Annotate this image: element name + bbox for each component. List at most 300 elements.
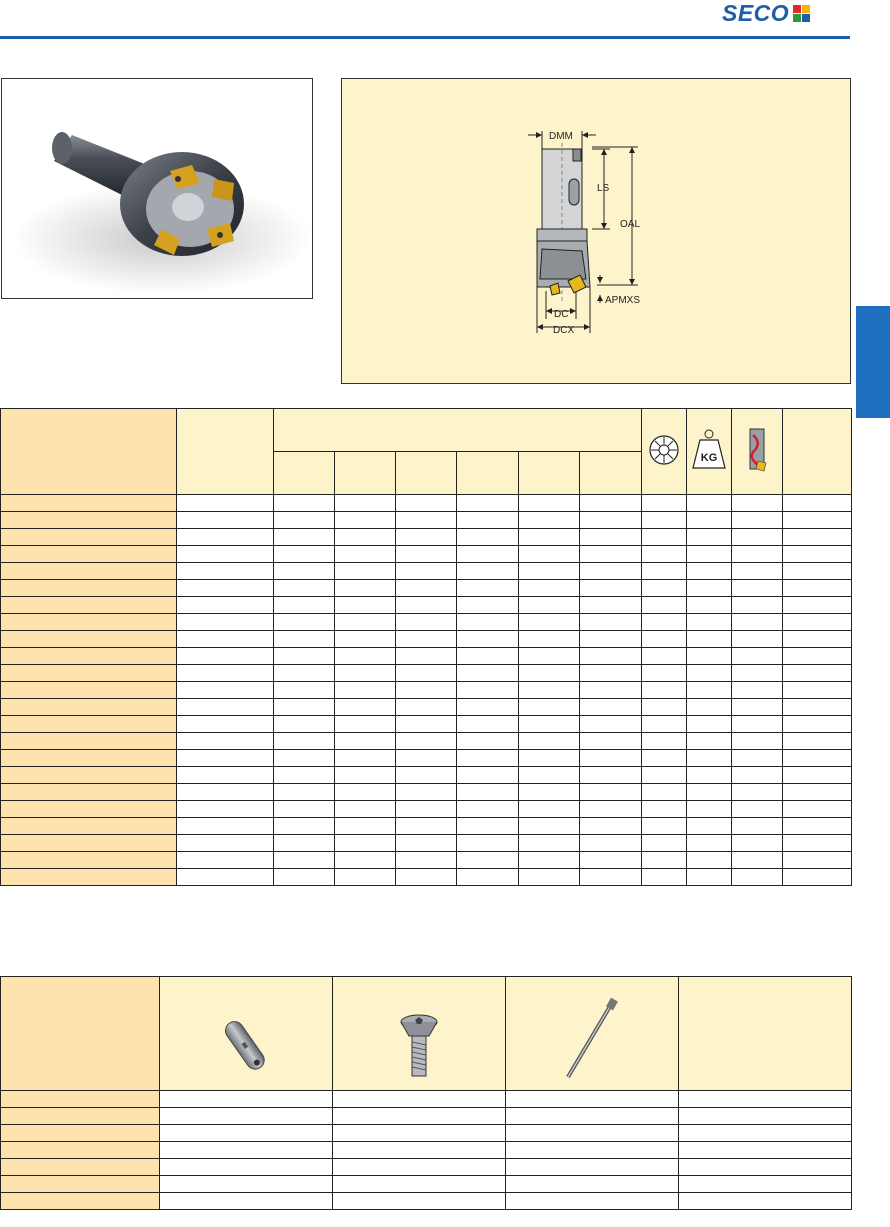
table-cell [506,1142,679,1159]
table-row [1,733,852,750]
table-cell [396,546,457,563]
table-cell [396,512,457,529]
weight-kg-label: KG [700,452,718,464]
table-row [1,563,852,580]
row-designation-cell [1,733,177,750]
label-dmm: DMM [549,131,573,142]
table-cell [580,733,642,750]
table-cell [580,801,642,818]
table-cell [177,750,274,767]
table-cell [687,495,732,512]
label-oal: OAL [620,219,641,230]
table-cell [580,648,642,665]
table-cell [396,818,457,835]
table-cell [687,631,732,648]
table-cell [519,597,580,614]
table-cell [687,801,732,818]
table-cell [783,614,852,631]
table-cell [396,767,457,784]
table-cell [457,750,519,767]
table-row [1,767,852,784]
table-cell [160,1176,333,1193]
table-cell [519,682,580,699]
table-cell [732,716,783,733]
table-cell [396,648,457,665]
table-cell [783,580,852,597]
table-cell [519,869,580,886]
table-cell [783,546,852,563]
row-designation-cell [1,512,177,529]
table-cell [457,801,519,818]
table-cell [679,1159,852,1176]
table-row [1,1193,852,1210]
table-row [1,801,852,818]
table-cell [783,750,852,767]
coolant-icon [744,427,770,473]
table-cell [732,835,783,852]
table-cell [274,682,335,699]
table-cell [642,580,687,597]
label-apmxs: APMXS [605,295,641,306]
table-cell [732,869,783,886]
table-cell [679,1108,852,1125]
table-cell [687,614,732,631]
table-cell [783,563,852,580]
row-designation-cell [1,495,177,512]
table-cell [274,767,335,784]
table-cell [335,580,396,597]
table-cell [177,563,274,580]
section-side-tab[interactable] [856,306,890,418]
table-cell [396,597,457,614]
header-pockets [642,409,687,495]
table-cell [580,716,642,733]
table-cell [177,852,274,869]
table-cell [160,1091,333,1108]
row-designation-cell [1,1176,160,1193]
table-cell [580,682,642,699]
table-cell [506,1108,679,1125]
table-cell [687,665,732,682]
table-cell [679,1125,852,1142]
table-cell [732,682,783,699]
table-cell [457,682,519,699]
table-cell [687,580,732,597]
table-cell [457,716,519,733]
table-row [1,869,852,886]
table-cell [335,614,396,631]
spare-header-pin [160,977,333,1091]
row-designation-cell [1,750,177,767]
table-cell [580,750,642,767]
header-dim-1 [274,452,335,495]
row-designation-cell [1,1193,160,1210]
table-cell [396,665,457,682]
table-cell [580,631,642,648]
table-cell [457,733,519,750]
table-cell [335,699,396,716]
table-cell [506,1159,679,1176]
header-dim-5 [519,452,580,495]
table-cell [177,682,274,699]
table-cell [177,784,274,801]
table-cell [687,716,732,733]
table-cell [333,1176,506,1193]
row-designation-cell [1,869,177,886]
table-cell [396,852,457,869]
table-cell [580,665,642,682]
table-cell [396,631,457,648]
table-cell [457,614,519,631]
table-cell [642,750,687,767]
table-cell [732,784,783,801]
table-cell [457,529,519,546]
table-cell [783,767,852,784]
table-cell [783,801,852,818]
table-cell [580,835,642,852]
table-cell [177,665,274,682]
header-rule [0,36,850,39]
row-designation-cell [1,597,177,614]
table-cell [642,716,687,733]
table-cell [335,512,396,529]
table-cell [580,869,642,886]
table-cell [732,546,783,563]
table-row [1,665,852,682]
table-cell [783,682,852,699]
table-row [1,682,852,699]
table-cell [396,563,457,580]
header-dim-4 [457,452,519,495]
table-cell [687,682,732,699]
table-cell [274,784,335,801]
table-cell [783,665,852,682]
table-cell [732,563,783,580]
table-cell [396,614,457,631]
product-photo [1,78,313,299]
table-cell [519,665,580,682]
table-cell [642,563,687,580]
table-row [1,512,852,529]
table-cell [732,529,783,546]
table-cell [333,1159,506,1176]
table-cell [519,648,580,665]
table-cell [335,716,396,733]
table-row [1,699,852,716]
logo-squares [793,5,810,22]
table-cell [519,580,580,597]
table-row [1,784,852,801]
row-designation-cell [1,818,177,835]
table-cell [274,614,335,631]
table-cell [732,512,783,529]
header-last-column [783,409,852,495]
table-cell [177,733,274,750]
table-cell [783,648,852,665]
table-cell [160,1142,333,1159]
table-cell [177,546,274,563]
table-cell [687,648,732,665]
table-cell [642,733,687,750]
header-dimensions [274,409,642,452]
table-cell [274,750,335,767]
table-cell [274,512,335,529]
row-designation-cell [1,835,177,852]
table-cell [642,767,687,784]
table-cell [177,767,274,784]
table-cell [274,631,335,648]
table-cell [506,1125,679,1142]
table-cell [457,563,519,580]
table-cell [642,784,687,801]
table-cell [642,648,687,665]
table-cell [732,801,783,818]
row-designation-cell [1,614,177,631]
table-row [1,852,852,869]
table-cell [783,835,852,852]
table-cell [687,750,732,767]
table-cell [335,563,396,580]
table-cell [506,1193,679,1210]
spare-header-designation [1,977,160,1091]
row-designation-cell [1,784,177,801]
table-cell [783,716,852,733]
table-cell [732,495,783,512]
table-cell [642,614,687,631]
table-cell [274,835,335,852]
table-cell [679,1142,852,1159]
insert-pocket-icon [647,433,681,467]
table-cell [333,1108,506,1125]
table-cell [783,512,852,529]
table-cell [335,767,396,784]
row-designation-cell [1,546,177,563]
table-cell [732,767,783,784]
table-cell [457,869,519,886]
header-dim-2 [335,452,396,495]
label-dc: DC [554,309,569,320]
table-cell [642,869,687,886]
table-cell [274,852,335,869]
header-designation [1,409,177,495]
table-cell [642,597,687,614]
row-designation-cell [1,631,177,648]
screwdriver-key-icon [552,997,632,1087]
table-cell [732,665,783,682]
table-cell [177,580,274,597]
table-cell [679,1176,852,1193]
logo-text: SECO [722,0,790,26]
table-cell [335,835,396,852]
label-ls: LS [597,183,610,194]
label-dcx: DCX [553,325,575,336]
table-cell [457,784,519,801]
table-cell [783,869,852,886]
table-cell [642,512,687,529]
table-cell [783,852,852,869]
row-designation-cell [1,1125,160,1142]
table-cell [274,563,335,580]
table-cell [274,580,335,597]
table-cell [687,512,732,529]
table-cell [396,835,457,852]
table-cell [177,818,274,835]
header-column-2 [177,409,274,495]
spare-parts-table-body [1,1091,852,1210]
table-cell [335,852,396,869]
table-cell [160,1193,333,1210]
table-cell [580,546,642,563]
table-cell [580,767,642,784]
table-cell [177,699,274,716]
spare-header-screw [333,977,506,1091]
table-cell [457,818,519,835]
table-cell [396,750,457,767]
table-cell [642,801,687,818]
table-cell [335,546,396,563]
table-cell [687,784,732,801]
table-cell [506,1091,679,1108]
spare-header-last [679,977,852,1091]
row-designation-cell [1,1108,160,1125]
table-cell [519,716,580,733]
table-cell [160,1125,333,1142]
table-cell [519,733,580,750]
table-cell [580,529,642,546]
cutter-drawing [342,79,850,383]
table-cell [519,818,580,835]
table-cell [519,767,580,784]
table-cell [642,631,687,648]
table-row [1,835,852,852]
table-cell [687,818,732,835]
row-designation-cell [1,1159,160,1176]
header-weight [687,409,732,495]
table-cell [457,580,519,597]
table-cell [642,529,687,546]
table-cell [519,835,580,852]
table-cell [580,818,642,835]
row-designation-cell [1,716,177,733]
table-cell [687,869,732,886]
table-cell [457,495,519,512]
table-cell [580,580,642,597]
table-cell [732,699,783,716]
table-cell [177,597,274,614]
table-cell [335,818,396,835]
row-designation-cell [1,665,177,682]
table-cell [783,733,852,750]
table-cell [396,682,457,699]
table-cell [580,512,642,529]
table-cell [580,852,642,869]
table-cell [580,563,642,580]
table-cell [274,529,335,546]
table-cell [177,835,274,852]
table-cell [783,818,852,835]
table-cell [335,682,396,699]
table-cell [274,495,335,512]
table-cell [732,852,783,869]
table-row [1,1091,852,1108]
table-cell [580,614,642,631]
table-cell [177,869,274,886]
table-cell [732,631,783,648]
table-row [1,1159,852,1176]
table-cell [333,1193,506,1210]
table-cell [783,495,852,512]
table-row [1,580,852,597]
table-cell [519,699,580,716]
table-cell [274,546,335,563]
table-cell [396,529,457,546]
table-cell [687,563,732,580]
torx-screw-icon [389,1012,449,1082]
table-cell [160,1108,333,1125]
table-cell [335,750,396,767]
table-cell [177,631,274,648]
weight-kg-icon [690,428,728,472]
table-cell [177,801,274,818]
table-cell [335,665,396,682]
row-designation-cell [1,682,177,699]
row-designation-cell [1,563,177,580]
table-cell [274,716,335,733]
table-row [1,614,852,631]
table-cell [679,1091,852,1108]
table-cell [580,597,642,614]
dimension-diagram [341,78,851,384]
table-row [1,1108,852,1125]
table-cell [333,1142,506,1159]
table-cell [457,852,519,869]
table-cell [457,767,519,784]
table-cell [396,716,457,733]
table-cell [783,631,852,648]
table-cell [457,631,519,648]
product-table [0,408,852,886]
table-cell [396,801,457,818]
table-cell [335,529,396,546]
table-cell [519,852,580,869]
table-cell [519,529,580,546]
table-cell [274,699,335,716]
table-cell [457,699,519,716]
table-cell [732,818,783,835]
table-row [1,529,852,546]
table-cell [783,784,852,801]
table-cell [783,597,852,614]
table-cell [519,631,580,648]
table-cell [396,580,457,597]
table-cell [177,648,274,665]
table-cell [457,512,519,529]
table-row [1,597,852,614]
table-cell [457,648,519,665]
table-row [1,1125,852,1142]
table-cell [457,546,519,563]
table-cell [274,869,335,886]
table-cell [519,801,580,818]
milling-cutter-image [2,79,312,298]
table-cell [519,512,580,529]
table-cell [519,784,580,801]
table-cell [396,733,457,750]
table-cell [274,597,335,614]
table-cell [335,648,396,665]
table-cell [687,852,732,869]
row-designation-cell [1,1091,160,1108]
